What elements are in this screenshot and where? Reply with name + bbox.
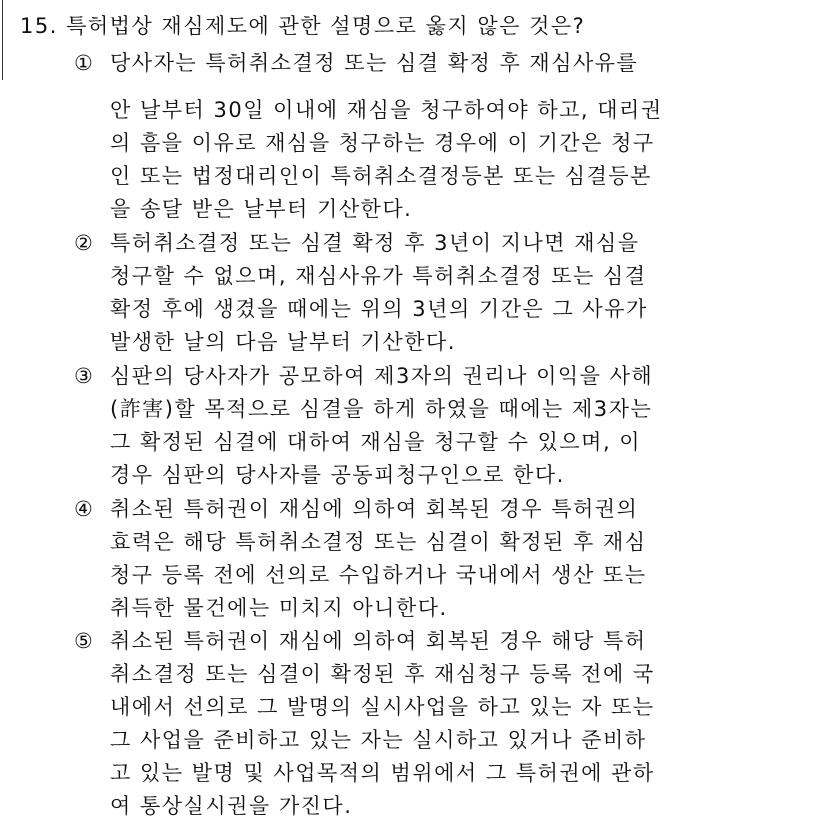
line-gap xyxy=(110,80,794,94)
option-text-line: 청구할 수 없으며, 재심사유가 특허취소결정 또는 심결 xyxy=(110,264,647,288)
question-stem xyxy=(20,10,585,43)
option-text-line: 그 사업을 준비하고 있는 자는 실시하고 있거나 준비하 xyxy=(110,728,647,752)
option-text-line: 발생한 날의 다음 날부터 기산한다. xyxy=(110,330,456,354)
option-text-line: 심판의 당사자가 공모하여 제3자의 권리나 이익을 사해 xyxy=(110,364,654,388)
question-text: 특허법상 재심제도에 관한 설명으로 옳지 않은 것은? xyxy=(66,14,586,38)
option-marker-2: ② xyxy=(74,231,93,255)
option-text-line: 내에서 선의로 그 발명의 실시사업을 하고 있는 자 또는 xyxy=(110,695,655,719)
option-text-line: 청구 등록 전에 선의로 수입하거나 국내에서 생산 또는 xyxy=(110,563,647,587)
option-text-line: 인 또는 법정대리인이 특허취소결정등본 또는 심결등본 xyxy=(110,164,652,188)
option-text-line: 취득한 물건에는 미치지 아니한다. xyxy=(110,596,448,620)
option-text-line: 확정 후에 생겼을 때에는 위의 3년의 기간은 그 사유가 xyxy=(110,297,648,321)
option-text-line: 당사자는 특허취소결정 또는 심결 확정 후 재심사유를 xyxy=(110,51,639,75)
option-text-line: 여 통상실시권을 가진다. xyxy=(110,794,353,818)
answer-option-4[interactable] xyxy=(74,493,794,625)
option-text-line: 을 송달 받은 날부터 기산한다. xyxy=(110,197,413,221)
option-text-line: 특허취소결정 또는 심결 확정 후 3년이 지나면 재심을 xyxy=(110,231,640,255)
option-text-line: 취소결정 또는 심결이 확정된 후 재심청구 등록 전에 국 xyxy=(110,662,655,686)
option-text-line: 안 날부터 30일 이내에 재심을 청구하여야 하고, 대리권 xyxy=(110,98,663,122)
option-text-line: 고 있는 발명 및 사업목적의 범위에서 그 특허권에 관하 xyxy=(110,761,655,785)
option-text-line: (詐害)할 목적으로 심결을 하게 하였을 때에는 제3자는 xyxy=(110,397,653,421)
option-marker-4: ④ xyxy=(74,497,93,521)
option-marker-1: ① xyxy=(74,51,93,75)
option-marker-3: ③ xyxy=(74,364,93,388)
question-number: 15. xyxy=(20,14,58,38)
left-border-rule xyxy=(2,0,3,80)
option-text-line: 그 확정된 심결에 대하여 재심을 청구할 수 있으며, 이 xyxy=(110,430,642,454)
option-text-line: 취소된 특허권이 재심에 의하여 회복된 경우 특허권의 xyxy=(110,497,639,521)
option-marker-5: ⑤ xyxy=(74,629,93,653)
answer-option-2[interactable] xyxy=(74,227,794,359)
answer-option-3[interactable] xyxy=(74,360,794,492)
option-text-line: 경우 심판의 당사자를 공동피청구인으로 한다. xyxy=(110,463,565,487)
answer-option-5[interactable] xyxy=(74,625,794,823)
option-text-line: 취소된 특허권이 재심에 의하여 회복된 경우 해당 특허 xyxy=(110,629,647,653)
option-text-line: 효력은 해당 특허취소결정 또는 심결이 확정된 후 재심 xyxy=(110,530,647,554)
answer-option-1[interactable] xyxy=(74,47,794,226)
option-text-line: 의 흠을 이유로 재심을 청구하는 경우에 이 기간은 청구 xyxy=(110,131,655,155)
